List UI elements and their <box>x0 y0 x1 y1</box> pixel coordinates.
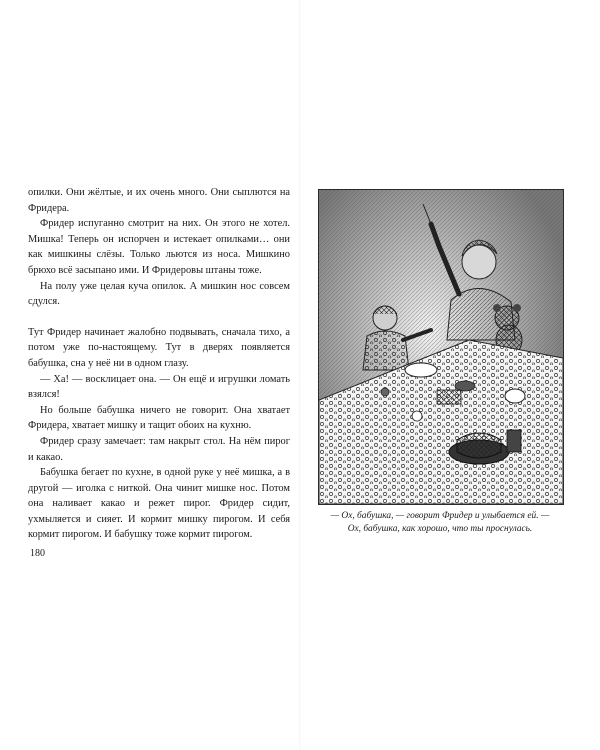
page-gutter <box>299 0 301 750</box>
illustration <box>318 189 564 505</box>
paragraph-5: — Ха! — восклицает она. — Он ещё и игрушки ломать взялся! <box>28 373 290 401</box>
page-number: 180 <box>30 548 45 559</box>
paragraph-8: Бабушка бегает по кухне, в одной руке у неё мишка, а в другой — иголка с ниткой. Она чинит мишке нос. Потом она наливает какао и режет пирог. Фридер сидит, ухмыляется и сияет. И кормит мишку пирогом. И себя кормит пирогом. И бабушку тоже кормит пирогом. <box>28 467 290 541</box>
caption-line-2: Ох, бабушка, как хорошо, что ты проснулась. <box>347 524 533 534</box>
paragraph-3: На полу уже целая куча опилок. А мишкин нос совсем сдулся. <box>28 280 290 308</box>
paragraph-4: Тут Фридер начинает жалобно подвывать, сначала тихо, а потом уже по-настоящему. Тут в дверях появляется бабушка, сна у неё ни в одном глазу. <box>28 326 290 369</box>
paragraph-2: Фридер испуганно смотрит на них. Он этого не хотел. Мишка! Теперь он испорчен и истекает опилками… они как мишкины слёзы. Только льются из носа. Мишкино брюхо всё засыпано ими. И Фридеровы штаны тоже. <box>28 218 290 276</box>
illustration-caption <box>314 510 566 536</box>
illustration-drawing <box>319 190 563 504</box>
paragraph-1: опилки. Они жёлтые, и их очень много. Они сыплются на Фридера. <box>28 187 290 214</box>
left-page-text <box>28 185 290 543</box>
paragraph-7: Фридер сразу замечает: там накрыт стол. На нём пирог и какао. <box>28 435 290 463</box>
paragraph-6: Но больше бабушка ничего не говорит. Она хватает Фридера, хватает мишку и тащит обоих на кухню. <box>28 404 290 432</box>
caption-line-1: — Ох, бабушка, — говорит Фридер и улыбается ей. — <box>330 511 550 521</box>
